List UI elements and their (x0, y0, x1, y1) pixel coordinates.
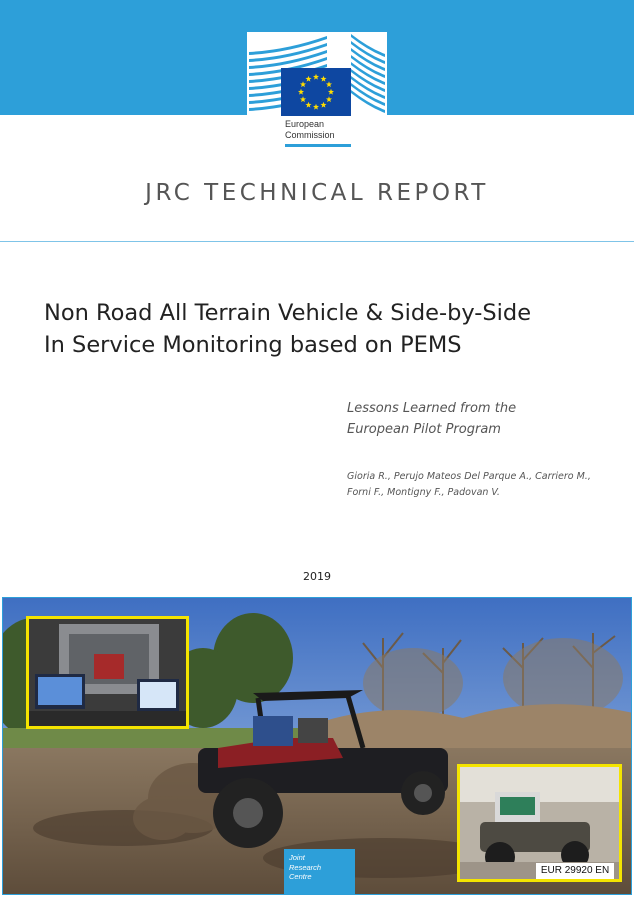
eu-flag-icon (281, 68, 351, 116)
european-commission-logo (247, 32, 387, 149)
eu-star-icon (326, 81, 332, 87)
divider (0, 241, 634, 242)
eu-star-icon (300, 96, 306, 102)
badge-line-3: Centre (289, 872, 312, 881)
emissions-lab-scene (29, 619, 186, 726)
subtitle-line-2: European Pilot Program (347, 422, 501, 437)
badge-line-1: Joint (289, 853, 305, 862)
authors-line-1: Gioria R., Perujo Mateos Del Parque A., Carriero M., (347, 471, 591, 482)
document-subtitle (347, 398, 607, 440)
jrc-badge-text (289, 853, 321, 882)
eu-star-icon (298, 89, 304, 95)
eu-star-icon (313, 74, 319, 80)
eu-star-icon (305, 76, 311, 82)
logo-line-2: Commission (285, 130, 335, 140)
eur-number-label: EUR 29920 EN (536, 863, 614, 879)
eu-star-icon (326, 96, 332, 102)
logo-underline (285, 144, 351, 147)
subtitle-line-1: Lessons Learned from the (347, 401, 517, 416)
title-line-1: Non Road All Terrain Vehicle & Side-by-Side (44, 300, 532, 326)
report-type-heading: JRC TECHNICAL REPORT (145, 180, 489, 206)
jrc-badge (284, 849, 355, 895)
logo-caption (285, 119, 385, 141)
author-list (347, 469, 607, 501)
logo-line-1: European (285, 119, 325, 129)
eu-star-icon (320, 76, 326, 82)
badge-line-2: Research (289, 862, 322, 872)
eu-star-icon (305, 102, 311, 108)
eu-star-icon (328, 89, 334, 95)
eu-star-icon (300, 81, 306, 87)
publication-year: 2019 (303, 570, 331, 583)
document-title (44, 297, 604, 361)
eu-star-icon (313, 104, 319, 110)
title-line-2: In Service Monitoring based on PEMS (44, 332, 462, 358)
eu-star-icon (320, 102, 326, 108)
lab-test-inset-photo (26, 616, 189, 729)
authors-line-2: Forni F., Montigny F., Padovan V. (347, 487, 500, 498)
